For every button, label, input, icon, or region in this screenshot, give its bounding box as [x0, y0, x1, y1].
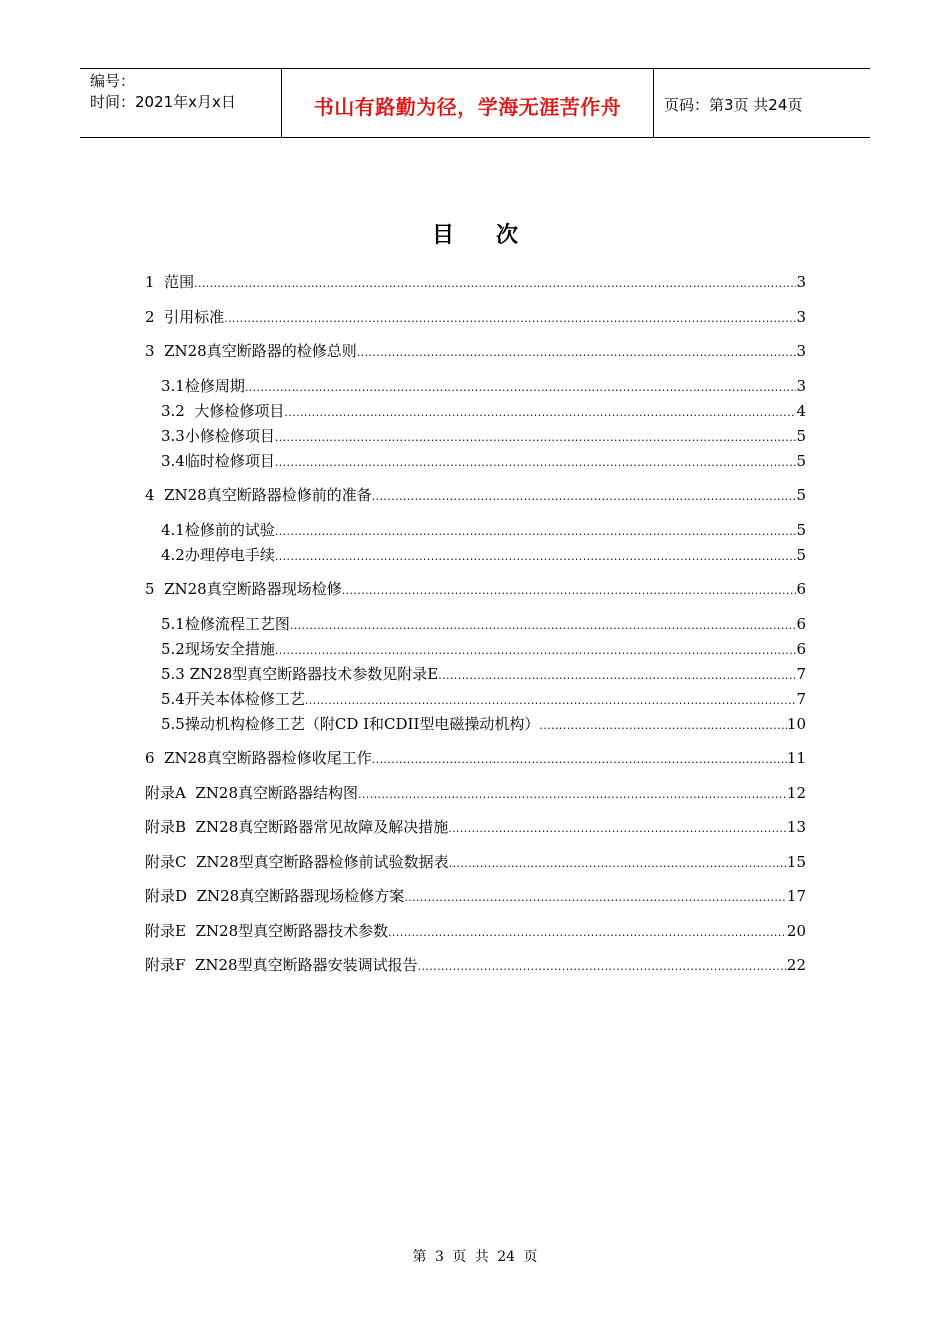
- toc-entry[interactable]: [145, 919, 806, 944]
- toc-dot-leader: [284, 400, 796, 425]
- toc-entry[interactable]: [145, 483, 806, 508]
- toc-dot-leader: [275, 638, 797, 663]
- toc-entry-label: 5.1检修流程工艺图: [161, 614, 290, 633]
- toc-entry-label: 3.2 大修检修项目: [161, 401, 285, 420]
- toc-entry[interactable]: [145, 746, 806, 771]
- toc-entry-page-number: 10: [786, 714, 806, 733]
- toc-entry-label: 附录F ZN28型真空断路器安装调试报告: [145, 956, 418, 974]
- toc-entry[interactable]: [145, 543, 806, 568]
- toc-entry-label: 附录C ZN28型真空断路器检修前试验数据表: [145, 852, 449, 871]
- toc-entry-page-number: 15: [786, 852, 806, 871]
- toc-entry-page-number: 5: [796, 451, 806, 470]
- toc-dot-leader: [224, 306, 796, 331]
- toc-entry-page-number: 6: [796, 639, 806, 658]
- toc-entry-label: 5.4开关本体检修工艺: [161, 689, 305, 708]
- toc-entry-label: 4 ZN28真空断路器检修前的准备: [145, 486, 372, 504]
- toc-dot-leader: [245, 375, 797, 400]
- toc-entry-page-number: 6: [796, 614, 806, 633]
- header-page-info: 页码：第3页 共24页: [664, 95, 803, 114]
- toc-entry[interactable]: [145, 270, 806, 295]
- toc-entry[interactable]: [145, 712, 806, 737]
- toc-dot-leader: [357, 340, 797, 365]
- toc-dot-leader: [372, 484, 797, 509]
- page-title: 目次: [431, 223, 560, 248]
- toc-entry-page-number: 12: [786, 783, 806, 802]
- toc-entry-label: 附录B ZN28真空断路器常见故障及解决措施: [145, 818, 449, 836]
- toc-dot-leader: [194, 271, 796, 296]
- toc-entry-label: 5.2现场安全措施: [161, 639, 275, 658]
- toc-entry-label: 2 引用标准: [145, 307, 225, 326]
- header-motto: 书山有路勤为径，学海无涯苦作舟: [282, 69, 654, 137]
- toc-dot-leader: [404, 885, 787, 910]
- toc-entry[interactable]: [145, 781, 806, 806]
- toc-entry-page-number: 3: [796, 273, 806, 291]
- toc-entry-label: 3 ZN28真空断路器的检修总则: [145, 342, 357, 360]
- toc-entry[interactable]: [145, 424, 806, 449]
- toc-entry-page-number: 7: [796, 689, 806, 708]
- toc-entry[interactable]: [145, 339, 806, 364]
- toc-entry-page-number: 3: [796, 307, 806, 326]
- toc-entry-label: 5.3 ZN28型真空断路器技术参数见附录E: [161, 664, 439, 683]
- toc-entry[interactable]: [145, 953, 806, 978]
- toc-entry-page-number: 3: [796, 342, 806, 360]
- toc-dot-leader: [275, 544, 797, 569]
- table-of-contents: [145, 270, 806, 978]
- toc-entry[interactable]: [145, 374, 806, 399]
- toc-dot-leader: [449, 851, 787, 876]
- toc-entry-label: 3.4临时检修项目: [161, 451, 275, 470]
- toc-dot-leader: [342, 578, 797, 603]
- toc-entry[interactable]: [145, 884, 806, 909]
- toc-entry[interactable]: [145, 637, 806, 662]
- toc-entry[interactable]: [145, 850, 806, 875]
- toc-dot-leader: [290, 613, 797, 638]
- toc-dot-leader: [275, 450, 797, 475]
- toc-entry-page-number: 22: [786, 956, 806, 974]
- toc-entry[interactable]: [145, 449, 806, 474]
- toc-dot-leader: [275, 425, 797, 450]
- toc-entry-page-number: 3: [796, 376, 806, 395]
- toc-dot-leader: [448, 816, 787, 841]
- page-header: [80, 68, 870, 138]
- toc-dot-leader: [305, 688, 797, 713]
- toc-entry-page-number: 5: [796, 486, 806, 504]
- toc-entry-label: 3.3小修检修项目: [161, 426, 275, 445]
- page-footer: 第 3 页 共 24 页: [412, 1249, 538, 1265]
- toc-entry[interactable]: [145, 399, 806, 424]
- toc-dot-leader: [388, 920, 787, 945]
- toc-entry-page-number: 6: [796, 580, 806, 598]
- toc-entry-page-number: 4: [796, 401, 806, 420]
- toc-entry-page-number: 7: [796, 664, 806, 683]
- toc-entry-label: 附录D ZN28真空断路器现场检修方案: [145, 887, 405, 905]
- toc-dot-leader: [539, 713, 786, 738]
- toc-entry[interactable]: [145, 662, 806, 687]
- toc-entry-label: 6 ZN28真空断路器检修收尾工作: [145, 749, 372, 767]
- toc-entry-label: 4.1检修前的试验: [161, 520, 275, 539]
- toc-entry-page-number: 20: [786, 921, 806, 940]
- toc-entry-page-number: 5: [796, 426, 806, 445]
- toc-entry-label: 1 范围: [145, 273, 195, 291]
- toc-entry-label: 3.1检修周期: [161, 376, 245, 395]
- header-meta: [80, 69, 282, 137]
- toc-entry-label: 附录E ZN28型真空断路器技术参数: [145, 921, 389, 940]
- toc-dot-leader: [275, 519, 797, 544]
- toc-entry-page-number: 5: [796, 520, 806, 539]
- toc-entry[interactable]: [145, 305, 806, 330]
- toc-entry-label: 5 ZN28真空断路器现场检修: [145, 580, 342, 598]
- toc-entry[interactable]: [145, 815, 806, 840]
- toc-dot-leader: [372, 747, 787, 772]
- toc-entry-page-number: 11: [786, 749, 806, 767]
- toc-dot-leader: [418, 954, 787, 979]
- toc-dot-leader: [438, 663, 796, 688]
- toc-entry-page-number: 5: [796, 545, 806, 564]
- toc-entry-page-number: 13: [786, 818, 806, 836]
- toc-entry[interactable]: [145, 687, 806, 712]
- toc-dot-leader: [358, 782, 787, 807]
- toc-entry[interactable]: [145, 612, 806, 637]
- toc-entry-label: 5.5操动机构检修工艺（附CD I和CDII型电磁操动机构）: [161, 714, 540, 733]
- document-code-label: 编号：: [90, 72, 136, 90]
- toc-entry[interactable]: [145, 577, 806, 602]
- document-date: 时间：2021年x月x日: [90, 93, 236, 111]
- toc-entry[interactable]: [145, 518, 806, 543]
- toc-entry-page-number: 17: [786, 887, 806, 905]
- toc-entry-label: 4.2办理停电手续: [161, 545, 275, 564]
- toc-entry-label: 附录A ZN28真空断路器结构图: [145, 783, 359, 802]
